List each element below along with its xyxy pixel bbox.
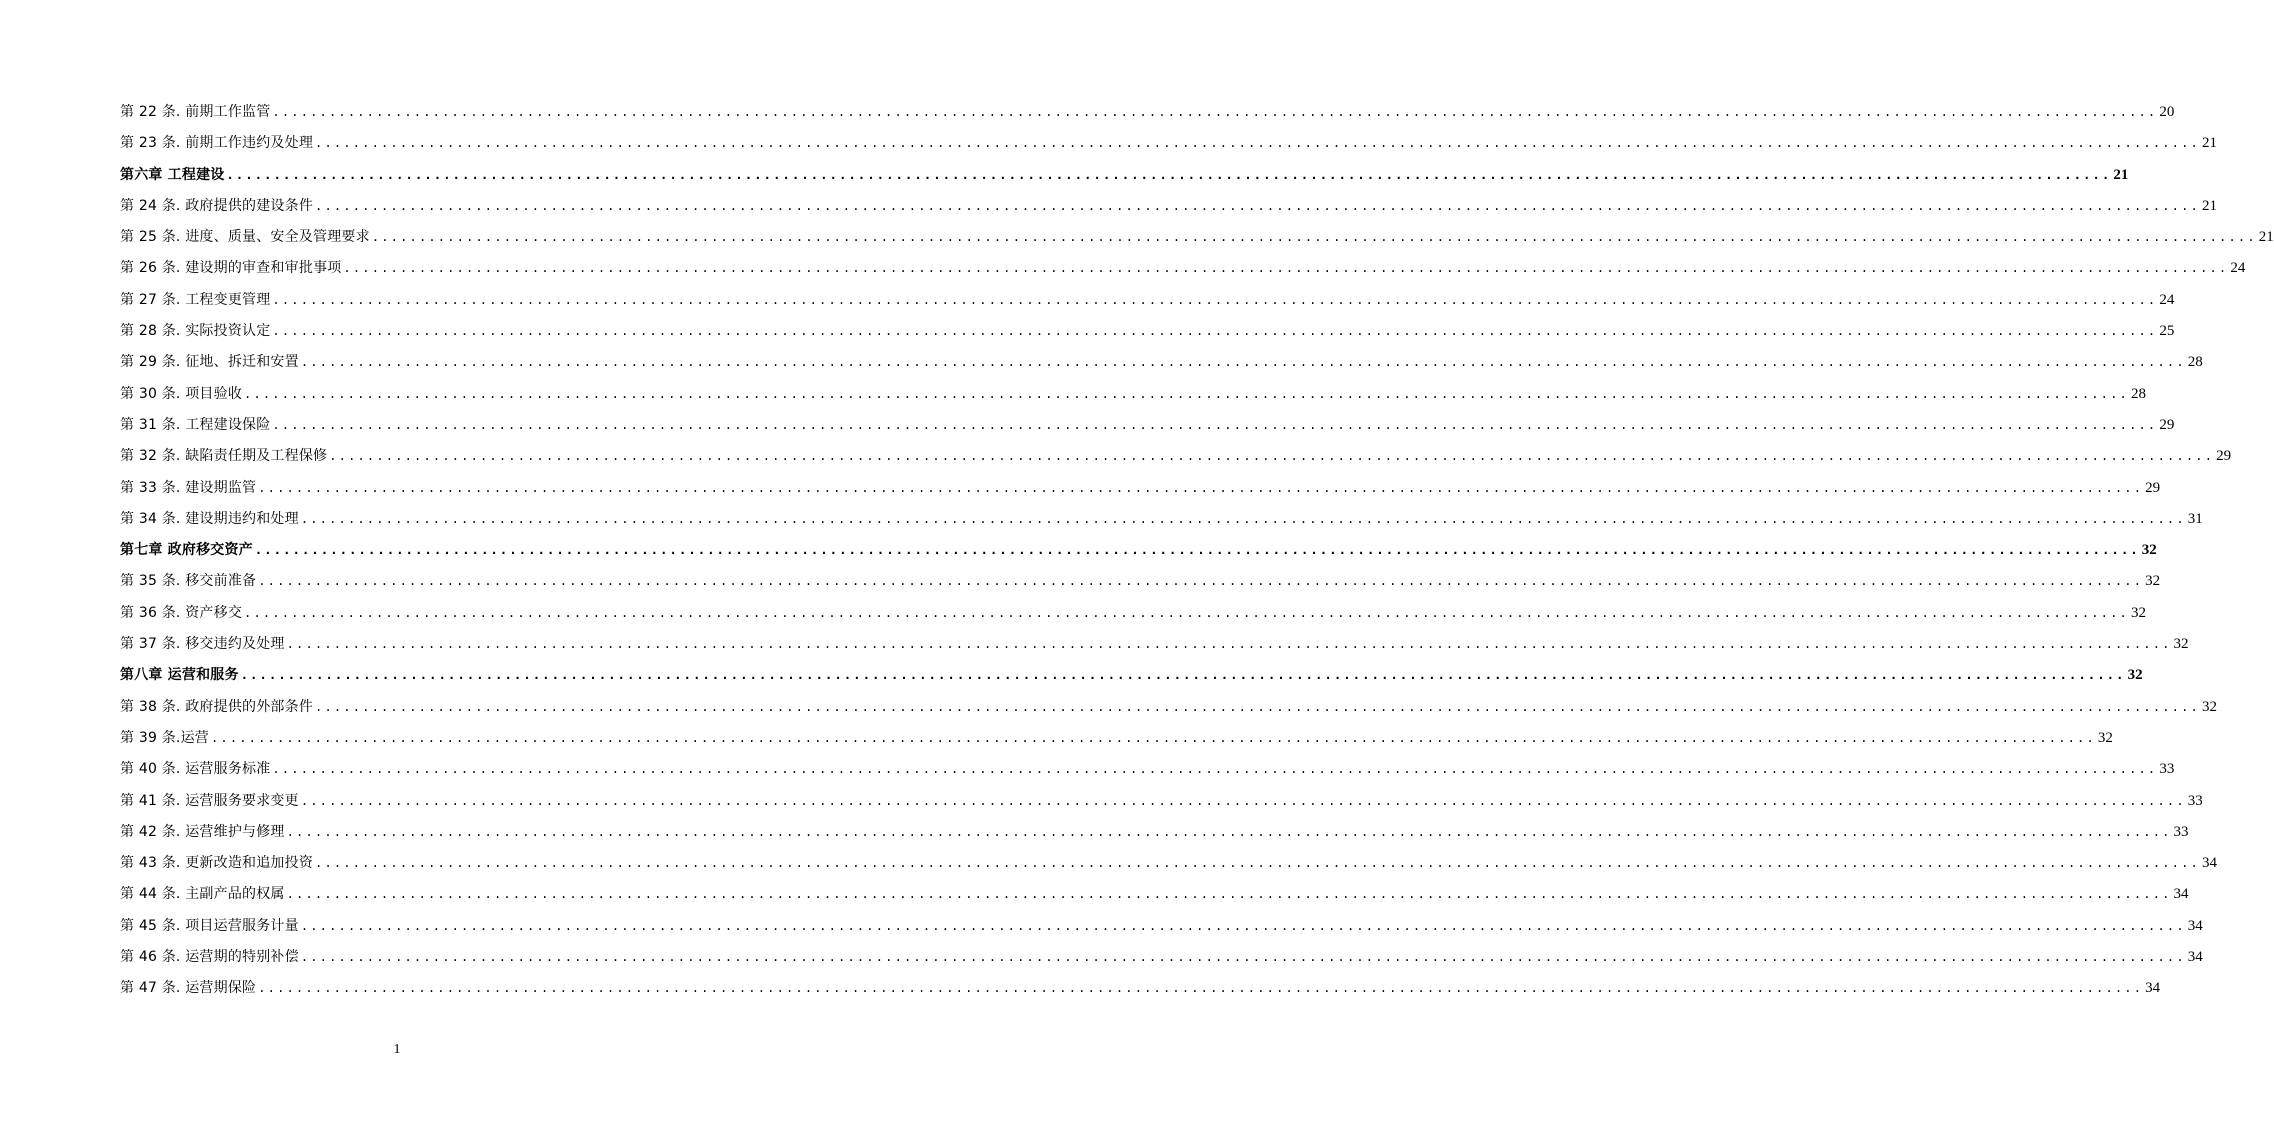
toc-entry-page-number: 21 — [2113, 166, 2129, 183]
toc-article-row[interactable] — [120, 191, 2217, 222]
toc-entry-page-number: 29 — [2145, 479, 2161, 496]
toc-entry-label: 第 35 条. 移交前准备 — [120, 573, 257, 590]
toc-entry-label: 第 36 条. 资产移交 — [120, 604, 243, 621]
toc-entry-page-number: 33 — [2187, 792, 2203, 809]
toc-entry-label: 第八章 运营和服务 — [120, 667, 239, 684]
toc-article-row[interactable] — [120, 379, 2146, 410]
toc-article-row[interactable] — [120, 473, 2161, 504]
toc-entry-page-number: 32 — [2127, 667, 2143, 684]
toc-entry-label: 第六章 工程建设 — [120, 166, 225, 183]
page-number: 1 — [393, 1042, 401, 1057]
toc-entry-label: 第 38 条. 政府提供的外部条件 — [120, 698, 314, 715]
toc-entry-page-number: 21 — [2201, 135, 2217, 152]
toc-entry-page-number: 24 — [2230, 260, 2246, 277]
toc-article-row[interactable] — [120, 253, 2246, 284]
toc-chapter-row[interactable] — [120, 660, 2143, 691]
toc-dot-leader: ........................................................................................................................................................................................................ — [258, 574, 2144, 589]
toc-entry-label: 第 30 条. 项目验收 — [120, 385, 243, 402]
toc-dot-leader: ........................................................................................................................................................................................................ — [371, 230, 2257, 245]
toc-dot-leader: ........................................................................................................................................................................................................ — [254, 543, 2140, 558]
toc-entry-page-number: 32 — [2145, 573, 2161, 590]
toc-article-row[interactable] — [120, 97, 2175, 128]
toc-article-row[interactable] — [120, 128, 2217, 159]
toc-dot-leader: ........................................................................................................................................................................................................ — [315, 136, 2200, 151]
toc-entry-label: 第 32 条. 缺陷责任期及工程保修 — [120, 448, 328, 465]
toc-entry-label: 第 28 条. 实际投资认定 — [120, 323, 271, 340]
toc-entry-label: 第七章 政府移交资产 — [120, 542, 253, 559]
toc-entry-page-number: 34 — [2201, 855, 2217, 872]
toc-article-row[interactable] — [120, 441, 2232, 472]
toc-chapter-row[interactable] — [120, 535, 2157, 566]
toc-entry-page-number: 31 — [2187, 510, 2203, 527]
toc-entry-page-number: 34 — [2173, 886, 2189, 903]
toc-article-row[interactable] — [120, 973, 2161, 1004]
toc-entry-label: 第 41 条. 运营服务要求变更 — [120, 792, 299, 809]
toc-entry-label: 第 46 条. 运营期的特别补偿 — [120, 949, 299, 966]
toc-dot-leader: ........................................................................................................................................................................................................ — [272, 762, 2158, 777]
toc-entry-page-number: 34 — [2145, 980, 2161, 997]
toc-entry-page-number: 29 — [2216, 448, 2232, 465]
toc-entry-page-number: 33 — [2173, 823, 2189, 840]
toc-article-row[interactable] — [120, 629, 2189, 660]
toc-entry-label: 第 26 条. 建设期的审查和审批事项 — [120, 260, 342, 277]
toc-article-row[interactable] — [120, 347, 2203, 378]
toc-entry-page-number: 24 — [2159, 291, 2175, 308]
toc-entry-page-number: 32 — [2173, 636, 2189, 653]
toc-entry-label: 第 25 条. 进度、质量、安全及管理要求 — [120, 229, 370, 246]
toc-article-row[interactable] — [120, 879, 2189, 910]
toc-entry-page-number: 33 — [2159, 761, 2175, 778]
toc-article-row[interactable] — [120, 723, 2113, 754]
table-of-contents — [120, 97, 2274, 1005]
toc-entry-label: 第 45 条. 项目运营服务计量 — [120, 917, 299, 934]
toc-entry-label: 第 37 条. 移交违约及处理 — [120, 636, 285, 653]
toc-entry-page-number: 32 — [2130, 604, 2146, 621]
toc-dot-leader: ........................................................................................................................................................................................................ — [258, 480, 2144, 495]
toc-entry-page-number: 32 — [2141, 542, 2157, 559]
toc-entry-label: 第 42 条. 运营维护与修理 — [120, 823, 285, 840]
toc-dot-leader: ........................................................................................................................................................................................................ — [244, 386, 2129, 401]
toc-dot-leader: ........................................................................................................................................................................................................ — [300, 950, 2186, 965]
toc-entry-page-number: 20 — [2159, 104, 2175, 120]
toc-entry-page-number: 28 — [2187, 354, 2203, 371]
toc-dot-leader: ........................................................................................................................................................................................................ — [315, 198, 2200, 213]
toc-dot-leader: ........................................................................................................................................................................................................ — [300, 355, 2186, 370]
toc-article-row[interactable] — [120, 222, 2274, 253]
toc-dot-leader: ........................................................................................................................................................................................................ — [244, 605, 2129, 620]
toc-entry-page-number: 21 — [2201, 197, 2217, 214]
toc-dot-leader: ........................................................................................................................................................................................................ — [343, 261, 2229, 276]
toc-article-row[interactable] — [120, 754, 2175, 785]
toc-entry-page-number: 25 — [2159, 323, 2175, 340]
toc-dot-leader: ........................................................................................................................................................................................................ — [272, 417, 2158, 432]
toc-entry-label: 第 23 条. 前期工作违约及处理 — [120, 135, 314, 152]
toc-article-row[interactable] — [120, 911, 2203, 942]
toc-article-row[interactable] — [120, 817, 2189, 848]
toc-dot-leader: ........................................................................................................................................................................................................ — [300, 918, 2186, 933]
toc-entry-label: 第 40 条. 运营服务标准 — [120, 761, 271, 778]
toc-article-row[interactable] — [120, 692, 2217, 723]
toc-article-row[interactable] — [120, 504, 2203, 535]
toc-dot-leader: ........................................................................................................................................................................................................ — [315, 856, 2200, 871]
toc-entry-label: 第 27 条. 工程变更管理 — [120, 291, 271, 308]
toc-dot-leader: ........................................................................................................................................................................................................ — [272, 105, 2158, 119]
toc-entry-label: 第 31 条. 工程建设保险 — [120, 416, 271, 433]
toc-dot-leader: ........................................................................................................................................................................................................ — [315, 699, 2200, 714]
toc-entry-label: 第 39 条.运营 — [120, 729, 209, 746]
toc-entry-page-number: 28 — [2130, 385, 2146, 402]
toc-entry-page-number: 32 — [2201, 698, 2217, 715]
toc-dot-leader: ........................................................................................................................................................................................................ — [286, 824, 2172, 839]
toc-entry-label: 第 29 条. 征地、拆迁和安置 — [120, 354, 299, 371]
toc-entry-page-number: 34 — [2187, 917, 2203, 934]
toc-entry-label: 第 47 条. 运营期保险 — [120, 980, 257, 997]
toc-article-row[interactable] — [120, 848, 2217, 879]
toc-dot-leader: ........................................................................................................................................................................................................ — [226, 167, 2112, 182]
toc-article-row[interactable] — [120, 942, 2203, 973]
toc-article-row[interactable] — [120, 410, 2175, 441]
toc-chapter-row[interactable] — [120, 160, 2129, 191]
toc-entry-label: 第 44 条. 主副产品的权属 — [120, 886, 285, 903]
toc-entry-label: 第 33 条. 建设期监管 — [120, 479, 257, 496]
toc-entry-page-number: 34 — [2187, 949, 2203, 966]
toc-article-row[interactable] — [120, 786, 2203, 817]
toc-dot-leader: ........................................................................................................................................................................................................ — [286, 887, 2172, 902]
toc-dot-leader: ........................................................................................................................................................................................................ — [300, 511, 2186, 526]
toc-entry-label: 第 22 条. 前期工作监管 — [120, 104, 271, 120]
toc-article-row[interactable] — [120, 285, 2175, 316]
toc-entry-label: 第 24 条. 政府提供的建设条件 — [120, 197, 314, 214]
toc-entry-label: 第 34 条. 建设期违约和处理 — [120, 510, 299, 527]
toc-article-row[interactable] — [120, 316, 2175, 347]
toc-dot-leader: ........................................................................................................................................................................................................ — [258, 981, 2144, 996]
toc-article-row[interactable] — [120, 598, 2146, 629]
toc-dot-leader: ........................................................................................................................................................................................................ — [240, 668, 2126, 683]
toc-entry-label: 第 43 条. 更新改造和追加投资 — [120, 855, 314, 872]
toc-dot-leader: ........................................................................................................................................................................................................ — [286, 637, 2172, 652]
toc-entry-page-number: 29 — [2159, 416, 2175, 433]
toc-dot-leader: ........................................................................................................................................................................................................ — [300, 793, 2186, 808]
toc-entry-page-number: 21 — [2258, 229, 2274, 246]
toc-dot-leader: ........................................................................................................................................................................................................ — [210, 730, 2096, 745]
toc-dot-leader: ........................................................................................................................................................................................................ — [329, 449, 2215, 464]
toc-entry-page-number: 32 — [2097, 729, 2113, 746]
toc-dot-leader: ........................................................................................................................................................................................................ — [272, 292, 2158, 307]
toc-dot-leader: ........................................................................................................................................................................................................ — [272, 324, 2158, 339]
toc-article-row[interactable] — [120, 566, 2161, 597]
